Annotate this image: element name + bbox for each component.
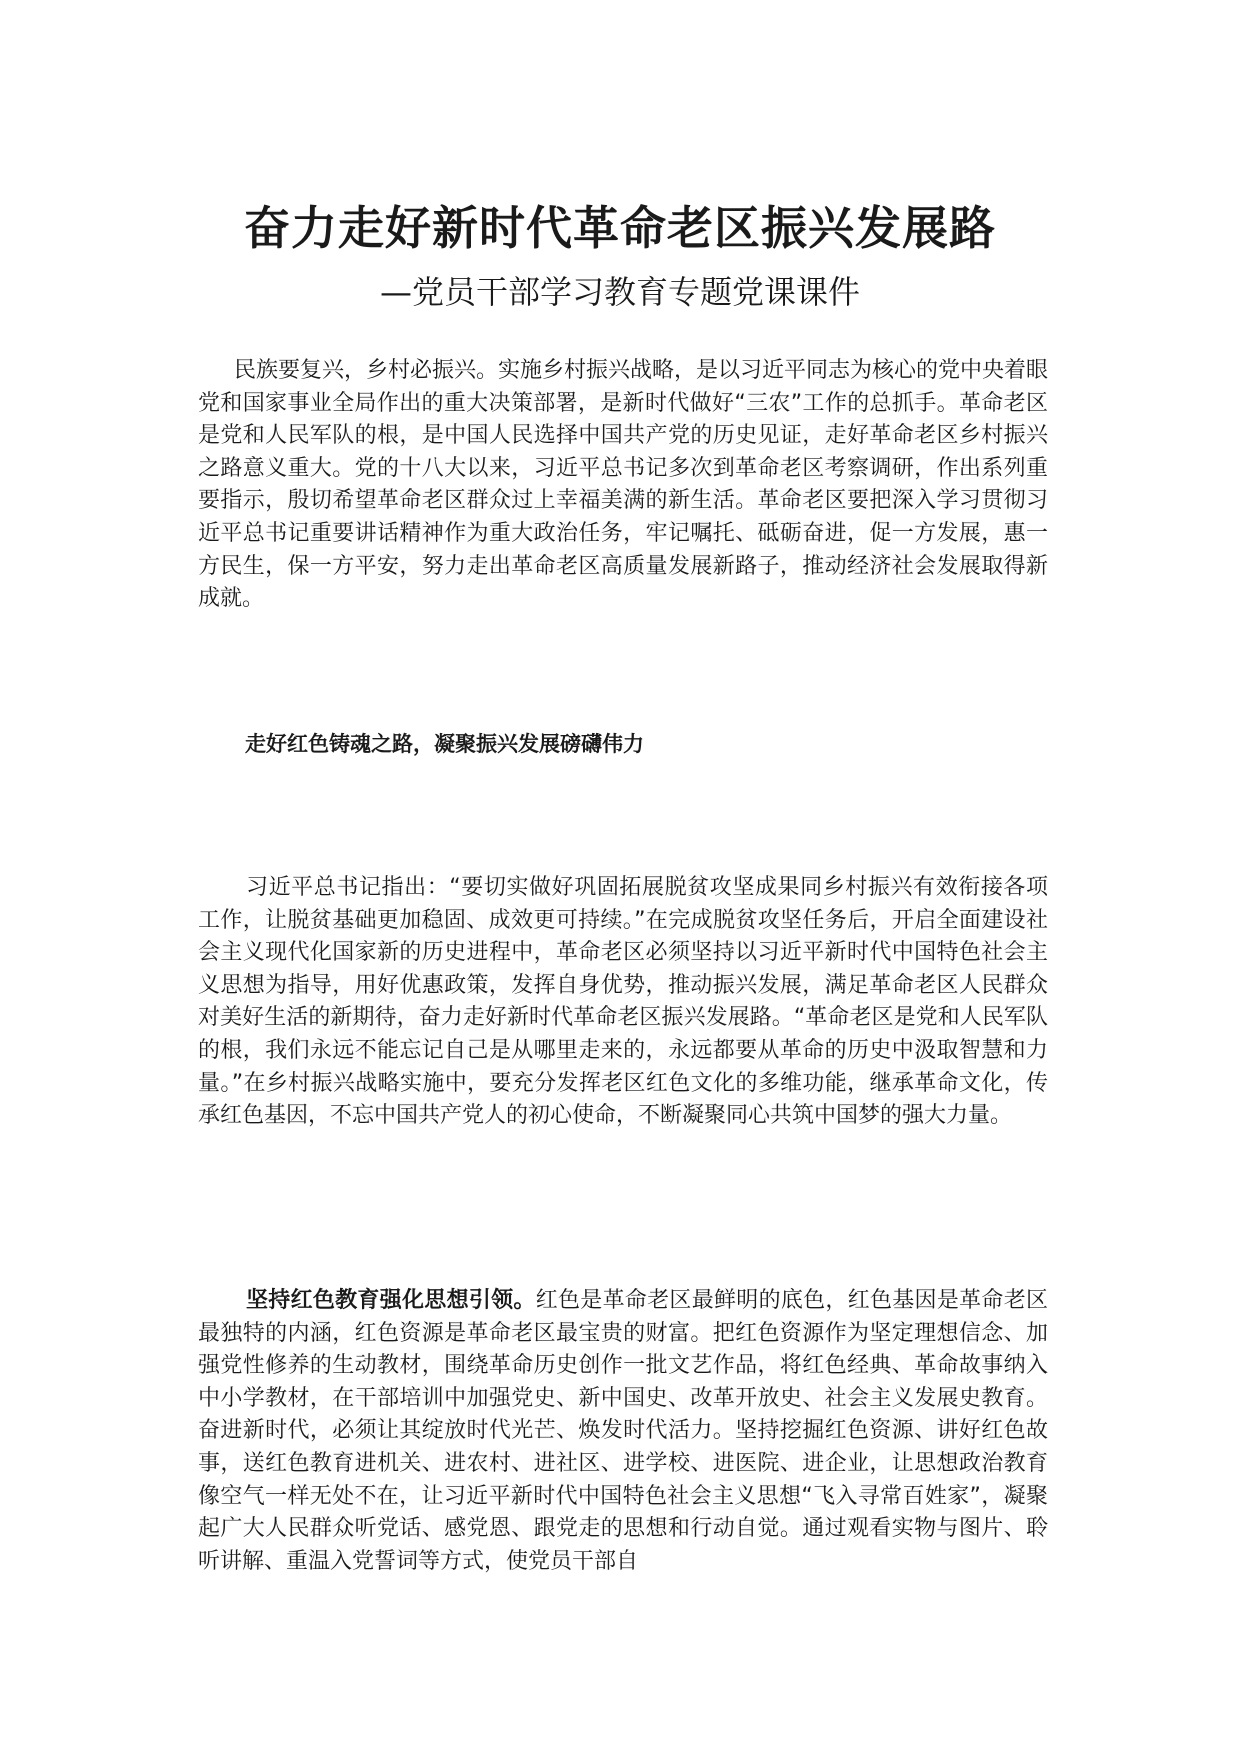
subsection-lead: 坚持红色教育强化思想引领。 [246, 1288, 536, 1313]
section-heading: 走好红色铸魂之路，凝聚振兴发展磅礴伟力 [245, 732, 644, 756]
subsection-paragraph [198, 1285, 1048, 1578]
document-subtitle: —党员干部学习教育专题党课课件 [379, 273, 860, 311]
document-title: 奋力走好新时代革命老区振兴发展路 [244, 201, 996, 255]
subsection-text: 红色是革命老区最鲜明的底色，红色基因是革命老区最独特的内涵，红色资源是革命老区最宝贵的财富。把红色资源作为坚定理想信念、加强党性修养的生动教材，围绕革命历史创作一批文艺作品，将红色经典、革命故事纳入中小学教材，在干部培训中加强党史、新中国史、改革开放史、社会主义发展史教育。奋进新时代，必须让其绽放时代光芒、焕发时代活力。坚持挖掘红色资源、讲好红色故事，送红色教育进机关、进农村、进社区、进学校、进医院、进企业，让思想政治教育像空气一样无处不在，让习近平新时代中国特色社会主义思想“飞入寻常百姓家”，凝聚起广大人民群众听党话、感党恩、跟党走的思想和行动自觉。通过观看实物与图片、聆听讲解、重温入党誓词等方式，使党员干部自 [198, 1288, 1048, 1574]
section-paragraph: 习近平总书记指出：“要切实做好巩固拓展脱贫攻坚成果同乡村振兴有效衔接各项工作，让脱贫基础更加稳固、成效更可持续。”在完成脱贫攻坚任务后，开启全面建设社会主义现代化国家新的历史进程中，革命老区必须坚持以习近平新时代中国特色社会主义思想为指导，用好优惠政策，发挥自身优势，推动振兴发展，满足革命老区人民群众对美好生活的新期待，奋力走好新时代革命老区振兴发展路。“革命老区是党和人民军队的根，我们永远不能忘记自己是从哪里走来的，永远都要从革命的历史中汲取智慧和力量。”在乡村振兴战略实施中，要充分发挥老区红色文化的多维功能，继承革命文化，传承红色基因，不忘中国共产党人的初心使命，不断凝聚同心共筑中国梦的强大力量。 [198, 875, 1048, 1129]
intro-paragraph: 民族要复兴，乡村必振兴。实施乡村振兴战略，是以习近平同志为核心的党中央着眼党和国家事业全局作出的重大决策部署，是新时代做好“三农”工作的总抓手。革命老区是党和人民军队的根，是中国人民选择中国共产党的历史见证，走好革命老区乡村振兴之路意义重大。党的十八大以来，习近平总书记多次到革命老区考察调研，作出系列重要指示，殷切希望革命老区群众过上幸福美满的新生活。革命老区要把深入学习贯彻习近平总书记重要讲话精神作为重大政治任务，牢记嘱托、砥砺奋进，促一方发展，惠一方民生，保一方平安，努力走出革命老区高质量发展新路子，推动经济社会发展取得新成就。 [198, 358, 1049, 612]
